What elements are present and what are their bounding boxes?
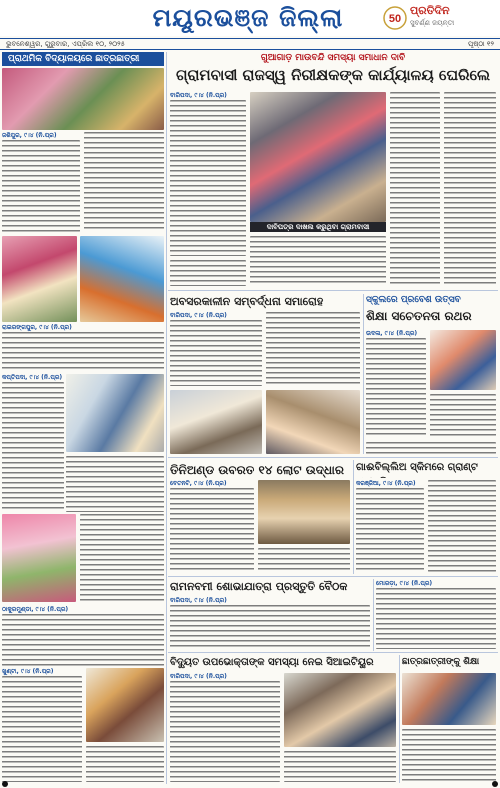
lead-photo-caption: ଦାବିପତ୍ର ଦାଖଲ କରୁଥିବା ଗ୍ରାମବାସୀ	[250, 222, 386, 232]
section-divider-3	[168, 576, 498, 577]
center-mid-body-text	[170, 320, 262, 386]
right-bottom-headline: ଛାତ୍ରଛାତ୍ରୀଙ୍କୁ ଶିକ୍ଷା	[402, 657, 480, 667]
center-mid-headline: ଅବସରକାଳୀନ ସମ୍ବର୍ଦ୍ଧନା ସମାରୋହ	[170, 295, 324, 308]
felicitation-photo-2	[266, 390, 360, 454]
registration-mark	[492, 781, 498, 787]
center-third-body-text	[170, 605, 370, 649]
lead-headline: ଗ୍ରାମବାସୀ ରାଜସ୍ୱ ନିରୀକ୍ଷକଙ୍କ କାର୍ଯ୍ୟାଳୟ ଘେରିଲେ	[175, 66, 491, 84]
column-divider-3	[353, 460, 354, 574]
newspaper-logo-icon	[382, 6, 408, 30]
right-second-byline: କରଞ୍ଜିଆ, ୯।୪ (ନି.ପ୍ର)	[356, 480, 416, 487]
center-mid-byline: ବାରିପଦା, ୯।୪ (ନି.ପ୍ର)	[170, 312, 227, 319]
registration-mark	[2, 781, 8, 787]
center-third-headline: ରାମନବମୀ ଶୋଭାଯାତ୍ରା ପ୍ରସ୍ତୁତି ବୈଠକ	[170, 580, 348, 593]
left-top-body-text	[2, 140, 80, 232]
lead-byline: ବାରିପଦା, ୯।୪ (ନି.ପ୍ର)	[170, 92, 227, 99]
center-second-body-text	[170, 488, 254, 572]
left-fourth-body-text-2	[2, 614, 164, 666]
left-top-byline: ଜଶିପୁର, ୯।୪ (ନି.ପ୍ର)	[2, 132, 57, 139]
right-bottom-body-text	[402, 729, 496, 782]
right-mid-body-text-3	[366, 442, 496, 454]
left-third-body-text	[2, 382, 64, 512]
left-fifth-byline: ଖୁଣ୍ଟା, ୯।୪ (ନି.ପ୍ର)	[2, 668, 54, 675]
left-top-banner: ପ୍ରାଥମିକ ବିଦ୍ୟାଳୟରେ ଛାତ୍ରଛାତ୍ରୀ	[2, 52, 164, 66]
lead-body-col-1b	[170, 260, 246, 286]
bottom-body-text	[170, 681, 280, 782]
right-second-body-text	[356, 488, 424, 572]
dateline-bar	[0, 38, 500, 50]
page-title: ମୟୂରଭଞ୍ଜ ଜିଲ୍ଲା	[152, 3, 344, 32]
right-mid-kicker: ସ୍କୁଲରେ ପ୍ରବେଶ ଉତ୍ସବ	[366, 295, 461, 305]
classroom-photo	[80, 236, 164, 322]
column-divider	[166, 52, 167, 784]
bottom-headline: ବିଦ୍ୟୁତ ଉପଭୋକ୍ତାଙ୍କ ସମସ୍ୟା ନେଇ ସିଆଇଟିୟୁର	[170, 657, 374, 668]
section-divider-2	[168, 457, 498, 458]
memorandum-photo	[284, 673, 396, 747]
awareness-rally-photo	[430, 330, 496, 390]
felicitation-photo	[170, 390, 262, 454]
right-third-body-text	[376, 588, 496, 649]
section-divider	[168, 290, 498, 291]
lead-body-col-4	[444, 92, 496, 286]
left-top-body-text-2	[84, 132, 164, 232]
center-second-body-text-2	[258, 548, 350, 572]
newspaper-name: ପ୍ରତିଦିନ	[410, 4, 450, 17]
right-mid-body-text	[366, 338, 426, 438]
column-divider-5	[399, 655, 400, 783]
left-fifth-body-text	[2, 676, 82, 782]
right-mid-body-text-2	[430, 394, 496, 438]
right-second-headline: ଗାଈବିଲ୍ଲିଅ ସ୍କିମରେ ଗ୍ରାଣ୍ଟ	[356, 462, 478, 473]
left-second-body-text	[2, 332, 164, 370]
lead-body-col-3	[390, 92, 440, 286]
school-event-photo	[2, 68, 164, 130]
left-fifth-body-text-2	[86, 746, 164, 782]
event-hall-photo	[66, 374, 164, 452]
lead-kicker: ଗୁଆଗାଡ଼ ମାଉବନ୍ଦି ସମସ୍ୟା ସମାଧାନ ଦାବି	[260, 53, 406, 63]
bottom-byline: ବାରିପଦା, ୯।୪ (ନି.ପ୍ର)	[170, 673, 227, 680]
page-number: ପୃଷ୍ଠା ୧୨	[467, 40, 494, 48]
masthead	[0, 0, 500, 36]
center-second-headline: ତିନିଅଣ୍ଡ ଉବରତ ୧୪ ଲୋଟ ଉଦ୍ଧାର	[170, 463, 344, 477]
left-fourth-body-text	[80, 514, 164, 602]
logo-number: 50	[388, 13, 402, 25]
issue-date: ଭୁବନେଶ୍ୱର, ଗୁରୁବାର, ଏପ୍ରିଲ ୧୦, ୨୦୨୫	[6, 40, 126, 48]
column-divider-4	[373, 579, 374, 651]
center-third-byline: ବାରିପଦା, ୯।୪ (ନି.ପ୍ର)	[170, 597, 227, 604]
right-second-body-text-2	[428, 480, 496, 572]
left-fourth-byline: ଠାକୁରମୁଣ୍ଡା, ୯।୪ (ନି.ପ୍ର)	[2, 606, 69, 613]
meeting-photo	[86, 668, 164, 742]
newspaper-tagline: ସୁବର୍ଣ୍ଣ ଜୟନ୍ତୀ	[410, 19, 455, 27]
lead-body-col-1	[170, 100, 246, 256]
center-mid-body-text-2	[266, 312, 360, 386]
villagers-protest-photo	[250, 92, 386, 222]
left-third-body-text-2	[66, 456, 164, 512]
column-divider-2	[363, 294, 364, 454]
lead-body-col-2	[250, 236, 386, 286]
celebration-photo	[2, 514, 76, 602]
left-second-byline: ରାଇରଙ୍ଗପୁର, ୯।୪ (ନି.ପ୍ର)	[2, 324, 72, 331]
bottom-body-text-2	[284, 751, 396, 782]
right-third-byline: ମୋରଡ଼ା, ୯।୪ (ନି.ପ୍ର)	[376, 580, 433, 587]
right-mid-headline: ଶିକ୍ଷା ସଚେତନତା ରଥର	[366, 309, 472, 323]
right-mid-byline: ଉଦଳା, ୯।୪ (ନି.ପ୍ର)	[366, 330, 418, 337]
center-second-byline: ବେତନଟି, ୯।୪ (ନି.ପ୍ର)	[170, 480, 227, 487]
material-distribution-photo	[402, 673, 496, 725]
section-divider-4	[168, 652, 498, 653]
student-group-photo	[2, 236, 77, 322]
left-third-byline: କପ୍ତିପଦା, ୯।୪ (ନି.ପ୍ର)	[2, 374, 63, 381]
seized-cattle-photo	[258, 480, 350, 544]
